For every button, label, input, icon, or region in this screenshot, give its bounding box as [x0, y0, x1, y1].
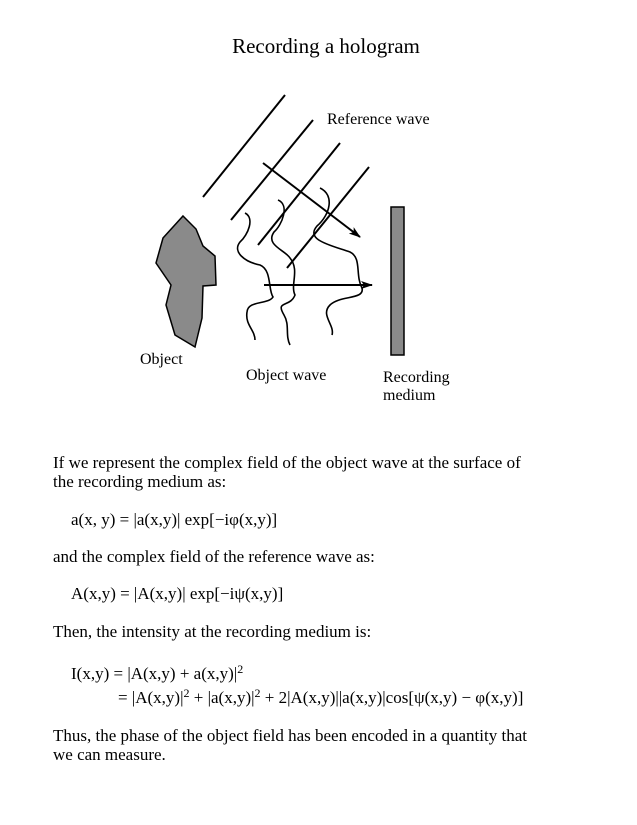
paragraph-1-line-1: If we represent the complex field of the object wave at the surface of: [53, 453, 521, 472]
wavefront-line: [203, 95, 285, 197]
object-label: Object: [140, 351, 183, 368]
recording-medium-label-2: medium: [383, 387, 436, 404]
object-wave-label: Object wave: [246, 367, 327, 384]
reference-wave-label: Reference wave: [327, 111, 430, 128]
exponent: 2: [237, 662, 244, 676]
reference-arrow: [263, 163, 360, 237]
eq-text: + |a(x,y)|: [189, 688, 255, 707]
eq-text: + 2|A(x,y)||a(x,y)|cos[ψ(x,y) − φ(x,y)]: [260, 688, 524, 707]
equation-reference-field: A(x,y) = |A(x,y)| exp[−iψ(x,y)]: [71, 584, 284, 603]
eq-text: = |A(x,y)|: [118, 688, 184, 707]
paragraph-4-line-1: Thus, the phase of the object field has been encoded in a quantity that: [53, 726, 527, 745]
paragraph-1-line-2: the recording medium as:: [53, 472, 227, 491]
object-wavefronts: [238, 188, 363, 345]
page-title: Recording a hologram: [232, 34, 420, 58]
wavefront-line: [287, 167, 369, 268]
exponent: 2: [254, 686, 261, 700]
paragraph-3: Then, the intensity at the recording medium is:: [53, 622, 372, 641]
equation-intensity-line-2: [118, 688, 523, 708]
eq-text: I(x,y) = |A(x,y) + a(x,y)|: [71, 664, 238, 683]
paragraph-4-line-2: we can measure.: [53, 745, 166, 764]
equation-object-field: a(x, y) = |a(x,y)| exp[−iφ(x,y)]: [71, 510, 278, 529]
recording-medium: [391, 207, 404, 355]
object-shape: [156, 216, 216, 347]
equation-intensity-line-1: [71, 664, 243, 684]
recording-medium-label-1: Recording: [383, 369, 450, 386]
wavy-line: [272, 200, 295, 345]
wavy-line: [314, 188, 362, 335]
exponent: 2: [183, 686, 190, 700]
paragraph-2: and the complex field of the reference wave as:: [53, 547, 375, 566]
